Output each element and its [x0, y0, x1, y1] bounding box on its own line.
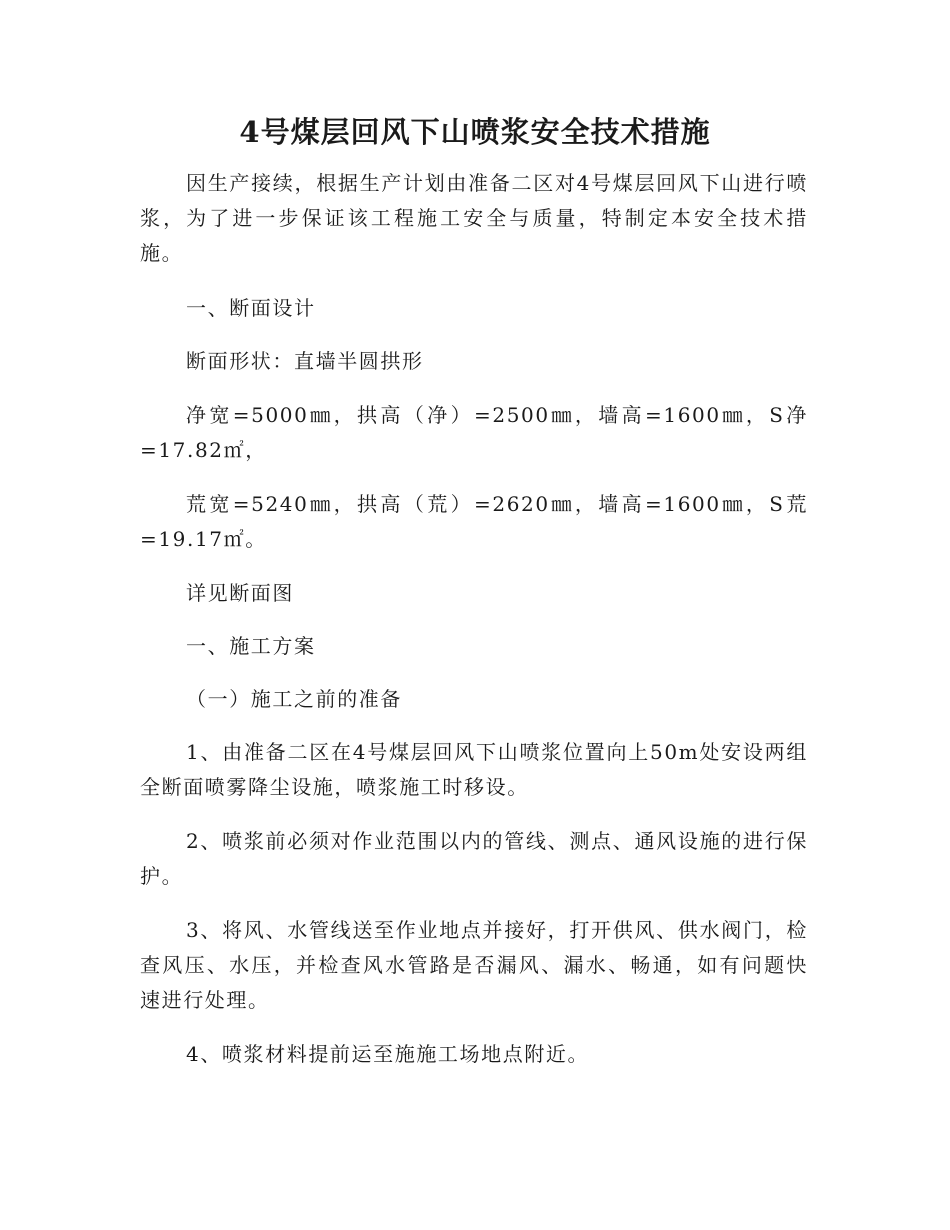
paragraph-item-3: 3、将风、水管线送至作业地点并接好，打开供风、供水阀门，检查风压、水压，并检查风水管路是否漏风、漏水、畅通，如有问题快速进行处理。: [140, 918, 808, 1012]
paragraph-see-drawing: 详见断面图: [186, 581, 294, 605]
paragraph-item-1: 1、由准备二区在4号煤层回风下山喷浆位置向上50m处安设两组全断面喷雾降尘设施，喷浆施工时移设。: [140, 740, 808, 799]
paragraph-section-shape: 断面形状：直墙半圆拱形: [186, 349, 424, 373]
paragraph-net-dimensions: 净宽=5000㎜，拱高（净）=2500㎜，墙高=1600㎜，S净 =17.82㎡，: [140, 403, 808, 462]
heading-preparation: （一）施工之前的准备: [186, 687, 402, 711]
paragraph-rough-dimensions: 荒宽=5240㎜，拱高（荒）=2620㎜，墙高=1600㎜，S荒 =19.17㎡。: [140, 492, 808, 551]
paragraph-item-4: 4、喷浆材料提前运至施施工场地点附近。: [186, 1042, 590, 1066]
heading-section-design: 一、断面设计: [186, 296, 316, 320]
heading-construction-plan: 一、施工方案: [186, 634, 316, 658]
paragraph-intro: 因生产接续，根据生产计划由准备二区对4号煤层回风下山进行喷浆，为了进一步保证该工程施工安全与质量，特制定本安全技术措施。: [140, 171, 808, 265]
paragraph-item-2: 2、喷浆前必须对作业范围以内的管线、测点、通风设施的进行保护。: [140, 829, 808, 888]
document-title: 4号煤层回风下山喷浆安全技术措施: [239, 115, 711, 149]
